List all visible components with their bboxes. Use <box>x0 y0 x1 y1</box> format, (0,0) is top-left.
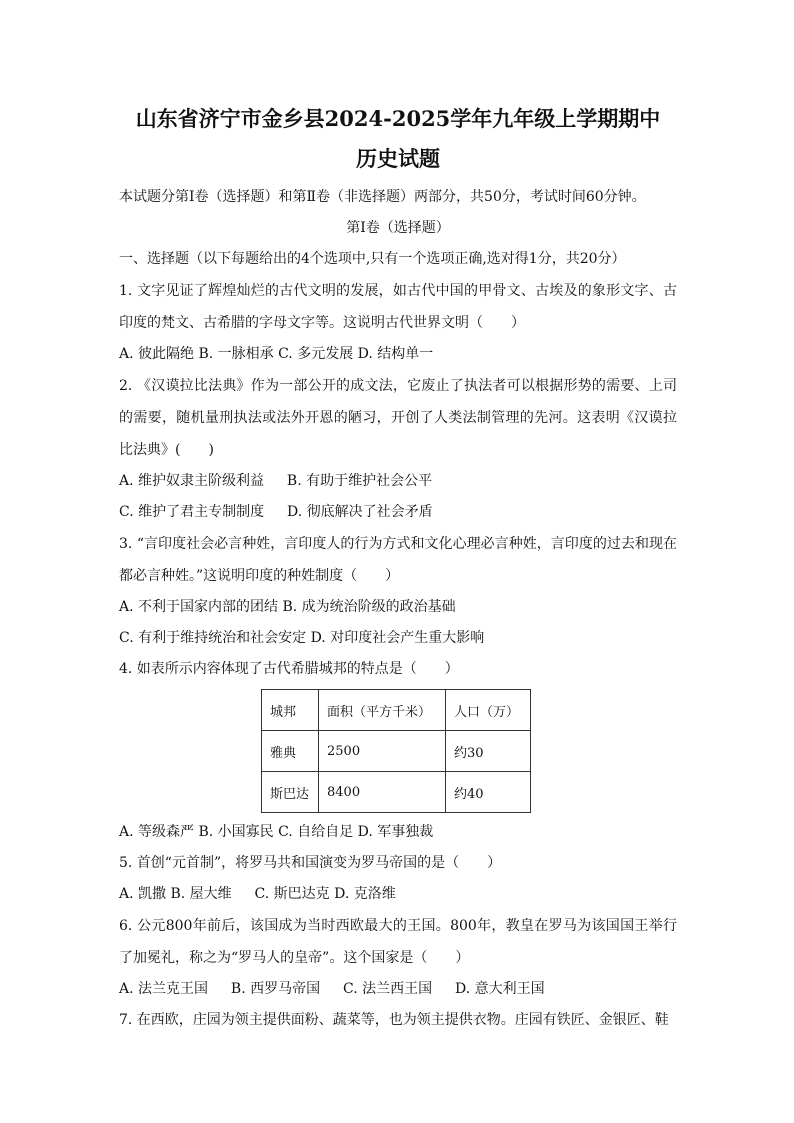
table-header-cell: 面积（平方千米） <box>319 690 446 731</box>
table-header-cell: 城邦 <box>262 690 319 731</box>
question-2-stem: 2. 《汉谟拉比法典》作为一部公开的成文法，它废止了执法者可以根据形势的需要、上司的需要，随机量刑执法或法外开恩的陋习，开创了人类法制管理的先河。这表明《汉谟拉比法典》( ) <box>119 378 677 458</box>
question-1-options: A. 彼此隔绝 B. 一脉相承 C. 多元发展 D. 结构单一 <box>119 346 434 362</box>
question-1-stem: 1. 文字见证了辉煌灿烂的古代文明的发展，如古代中国的甲骨文、古埃及的象形文字、古印度的梵文、古希腊的字母文字等。这说明古代世界文明（ ） <box>119 283 677 331</box>
table-cell: 2500 <box>319 731 446 772</box>
question-6-stem: 6. 公元800年前后，该国成为当时西欧最大的王国。800年，教皇在罗马为该国国王举行了加冕礼，称之为“罗马人的皇帝”。这个国家是（ ） <box>119 918 677 966</box>
question-5-stem: 5. 首创“元首制”，将罗马共和国演变为罗马帝国的是（ ） <box>119 855 502 871</box>
question-6-options: A. 法兰克王国 B. 西罗马帝国 C. 法兰西王国 D. 意大利王国 <box>119 981 545 997</box>
volume-title: 第Ⅰ卷（选择题） <box>346 220 450 236</box>
table-cell: 斯巴达 <box>262 772 319 813</box>
exam-subject: 历史试题 <box>356 146 440 171</box>
question-4-options: A. 等级森严 B. 小国寡民 C. 自给自足 D. 军事独裁 <box>119 824 434 840</box>
table-row <box>262 772 531 813</box>
question-3-options-row-1: A. 不利于国家内部的团结 B. 成为统治阶级的政治基础 <box>119 599 456 615</box>
question-2-options-row-1: A. 维护奴隶主阶级利益 B. 有助于维护社会公平 <box>119 473 433 489</box>
question-4-stem: 4. 如表所示内容体现了古代希腊城邦的特点是（ ） <box>119 661 459 677</box>
section-title: 一、选择题（以下每题给出的4个选项中,只有一个选项正确,选对得1分，共20分） <box>119 251 626 267</box>
table-row <box>262 731 531 772</box>
question-7-stem: 7. 在西欧，庄园为领主提供面粉、蔬菜等，也为领主提供衣物。庄园有铁匠、金银匠、鞋 <box>119 1012 669 1028</box>
exam-title: 山东省济宁市金乡县2024-2025学年九年级上学期期中 <box>135 106 661 131</box>
exam-page <box>119 96 677 1036</box>
question-5-options: A. 凯撒 B. 屋大维 C. 斯巴达克 D. 克洛维 <box>119 886 396 902</box>
table-header-row <box>262 690 531 731</box>
question-3-stem: 3. “言印度社会必言种姓，言印度人的行为方式和文化心理必言种姓，言印度的过去和现在都必言种姓。”这说明印度的种姓制度（ ） <box>119 536 677 584</box>
table-cell: 雅典 <box>262 731 319 772</box>
table-cell: 约40 <box>446 772 531 813</box>
question-2-options-row-2: C. 维护了君主专制制度 D. 彻底解决了社会矛盾 <box>119 504 433 520</box>
table-cell: 约30 <box>446 731 531 772</box>
question-3-options-row-2: C. 有利于维持统治和社会安定 D. 对印度社会产生重大影响 <box>119 630 485 646</box>
exam-instructions: 本试题分第Ⅰ卷（选择题）和第Ⅱ卷（非选择题）两部分，共50分，考试时间60分钟。 <box>119 189 646 205</box>
city-state-table <box>261 689 531 813</box>
table-cell: 8400 <box>319 772 446 813</box>
table-header-cell: 人口（万） <box>446 690 531 731</box>
